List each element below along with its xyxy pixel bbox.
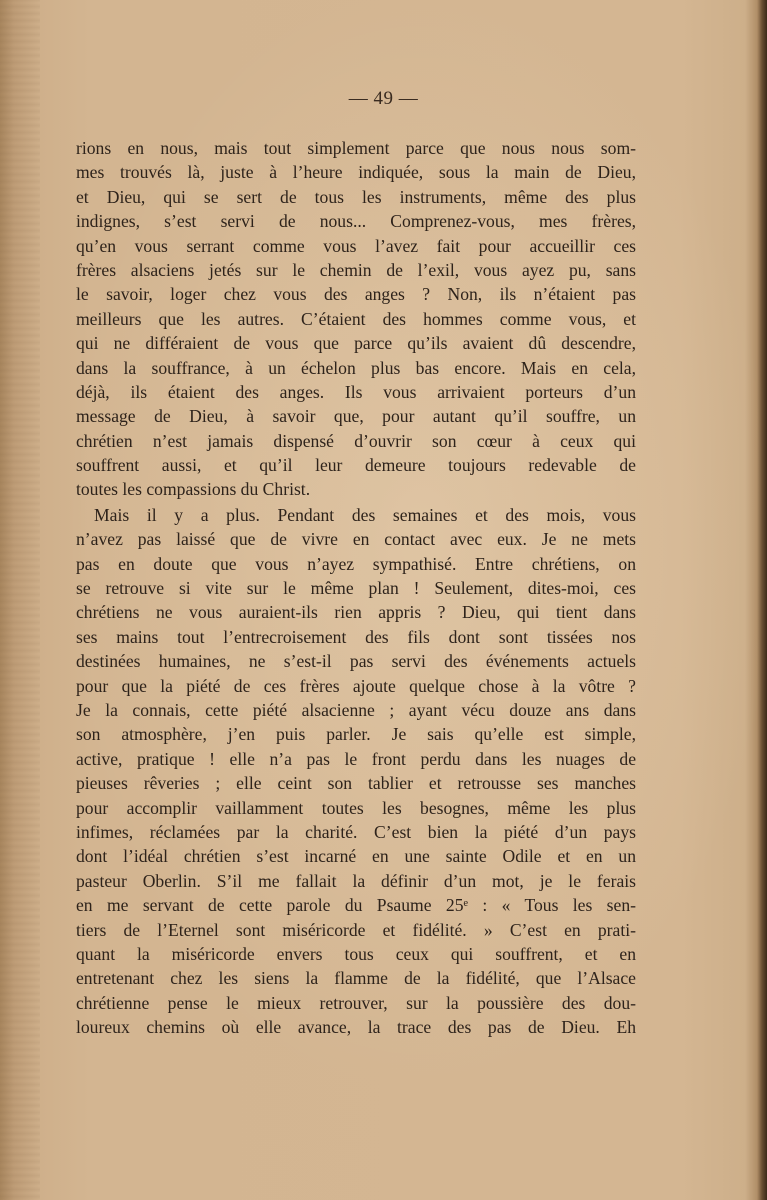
text-line: pour que la piété de ces frères ajoute quelque chose à la vôtre ? bbox=[76, 675, 636, 696]
text-line: rions en nous, mais tout simplement parce que nous nous som- bbox=[76, 138, 636, 158]
paragraph bbox=[76, 503, 636, 1040]
text-line: indignes, s’est servi de nous... Comprenez-vous, mes frères, bbox=[76, 211, 636, 232]
text-line: toutes les compassions du Christ. bbox=[76, 479, 311, 500]
text-line: pasteur Oberlin. S’il me fallait la définir d’un mot, je le ferais bbox=[76, 870, 636, 891]
text-line: en me servant de cette parole du Psaume 25ᵉ : « Tous les sen- bbox=[76, 895, 636, 916]
text-line: ses mains tout l’entrecroisement des fils dont sont tissées nos bbox=[76, 626, 636, 647]
text-line: chrétienne pense le mieux retrouver, sur la poussière des dou- bbox=[76, 992, 636, 1013]
text-line: dont l’idéal chrétien s’est incarné en une sainte Odile et en un bbox=[76, 846, 636, 867]
body-text bbox=[76, 136, 636, 1039]
text-line: pour accomplir vaillamment toutes les besognes, même les plus bbox=[76, 797, 636, 818]
text-line: qu’en vous serrant comme vous l’avez fait pour accueillir ces bbox=[76, 235, 636, 256]
text-line: dans la souffrance, à un échelon plus bas encore. Mais en cela, bbox=[76, 357, 636, 378]
text-line: active, pratique ! elle n’a pas le front perdu dans les nuages de bbox=[76, 748, 636, 769]
text-line: Mais il y a plus. Pendant des semaines et des mois, vous bbox=[94, 504, 636, 525]
text-line: pieuses rêveries ; elle ceint son tablier et retrousse ses manches bbox=[76, 773, 636, 794]
text-line: mes trouvés là, juste à l’heure indiquée, sous la main de Dieu, bbox=[76, 162, 636, 183]
text-line: son atmosphère, j’en puis parler. Je sais qu’elle est simple, bbox=[76, 724, 636, 745]
text-line: loureux chemins où elle avance, la trace des pas de Dieu. Eh bbox=[76, 1017, 636, 1038]
text-line: Je la connais, cette piété alsacienne ; ayant vécu douze ans dans bbox=[76, 699, 636, 720]
text-line: se retrouve si vite sur le même plan ! Seulement, dites-moi, ces bbox=[76, 578, 636, 599]
paragraph bbox=[76, 136, 636, 502]
text-line: meilleurs que les autres. C’étaient des hommes comme vous, et bbox=[76, 308, 636, 329]
text-line: chrétiens ne vous auraient-ils rien appris ? Dieu, qui tient dans bbox=[76, 602, 636, 623]
text-line: destinées humaines, ne s’est-il pas servi des événements actuels bbox=[76, 651, 636, 672]
text-line: et Dieu, qui se sert de tous les instruments, même des plus bbox=[76, 186, 636, 207]
page-number: — 49 — bbox=[348, 88, 419, 109]
text-line: message de Dieu, à savoir que, pour autant qu’il souffre, un bbox=[76, 406, 636, 427]
text-line: le savoir, loger chez vous des anges ? Non, ils n’étaient pas bbox=[76, 284, 636, 305]
text-line: entretenant chez les siens la flamme de la fidélité, que l’Alsace bbox=[76, 968, 636, 989]
text-line: quant la miséricorde envers tous ceux qui souffrent, et en bbox=[76, 943, 636, 964]
text-line: infimes, réclamées par la charité. C’est bien la piété d’un pays bbox=[76, 821, 636, 842]
text-line: n’avez pas laissé que de vivre en contact avec eux. Je ne mets bbox=[76, 529, 636, 550]
text-line: tiers de l’Eternel sont miséricorde et fidélité. » C’est en prati- bbox=[76, 919, 636, 940]
text-line: frères alsaciens jetés sur le chemin de l’exil, vous ayez pu, sans bbox=[76, 259, 636, 280]
text-line: pas en doute que vous n’ayez sympathisé. Entre chrétiens, on bbox=[76, 553, 636, 574]
text-line: déjà, ils étaient des anges. Ils vous arrivaient porteurs d’un bbox=[76, 381, 636, 402]
text-line: souffrent aussi, et qu’il leur demeure toujours redevable de bbox=[76, 455, 636, 476]
text-line: qui ne différaient de vous que parce qu’ils avaient dû descendre, bbox=[76, 333, 636, 354]
text-line: chrétien n’est jamais dispensé d’ouvrir son cœur à ceux qui bbox=[76, 430, 636, 451]
